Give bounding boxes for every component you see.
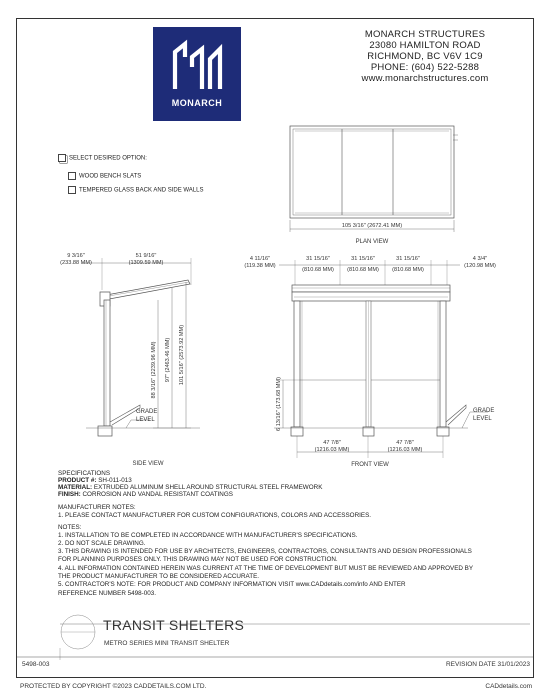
company-website-link[interactable]: www.monarchstructures.com [361, 73, 489, 84]
side-dim-mid-top: 51 9/16" [135, 253, 157, 259]
front-bottom-dim-1-top: 47 7/8" [323, 440, 341, 446]
note-line: 3. THIS DRAWING IS INTENDED FOR USE BY ARCHITECTS, ENGINEERS, CONTRACTORS, CONSULTANTS AND DESIGN PROFESSIONALS [58, 548, 472, 555]
company-phone: PHONE: (604) 522-5288 [370, 62, 480, 73]
note-line-reference: REFERENCE NUMBER 5498-003. [58, 590, 156, 597]
note-line-contractor: 5. CONTRACTOR'S NOTE: FOR PRODUCT AND COMPANY INFORMATION VISIT www.CADdetails.com/info AND ENTER [58, 581, 406, 588]
note-line: FOR PLANNING PURPOSES ONLY. THIS DRAWING MAY NOT BE USED FOR CONSTRUCTION. [58, 556, 338, 563]
document-number: 5498-003 [22, 661, 50, 668]
front-dim-5-bottom: (120.98 MM) [464, 263, 496, 269]
revision-date: REVISION DATE 31/01/2023 [445, 661, 530, 668]
spec-finish [58, 491, 233, 498]
front-grade-label: GRADE [473, 408, 495, 414]
front-bottom-dim-2-bottom: (1216.03 MM) [387, 447, 423, 453]
options-header-label: SELECT DESIRED OPTION: [69, 155, 147, 162]
specs-header: SPECIFICATIONS [58, 470, 111, 477]
front-bottom-dim-1-bottom: (1216.03 MM) [314, 447, 350, 453]
spec-finish-label: FINISH: [58, 491, 81, 498]
side-dim-mid-bottom: (1309.59 MM) [128, 260, 164, 266]
company-address-line2: RICHMOND, BC V6V 1C9 [367, 51, 483, 62]
front-dim-3-top: 31 15/16" [351, 256, 375, 262]
front-dim-5-top: 4 3/4" [472, 256, 488, 262]
front-dim-3-bottom: (810.68 MM) [347, 267, 379, 273]
side-level-label: LEVEL [136, 417, 155, 423]
company-name: MONARCH STRUCTURES [364, 29, 486, 40]
front-dim-2-bottom: (810.68 MM) [302, 267, 334, 273]
side-height-3: 101 5/16" (2573.92 MM) [179, 324, 185, 386]
side-height-1: 88 3/16" (2239.96 MM) [151, 341, 157, 399]
spec-product-value: SH-011-013 [96, 477, 132, 484]
logo-wordmark: MONARCH [171, 98, 223, 108]
mfr-note-1: 1. PLEASE CONTACT MANUFACTURER FOR CUSTOM CONFIGURATIONS, COLORS AND ACCESSORIES. [58, 512, 372, 519]
front-view-label: FRONT VIEW [351, 462, 389, 468]
plan-view-drawing [290, 126, 458, 232]
front-dim-2-top: 31 15/16" [306, 256, 330, 262]
spec-finish-value: CORROSION AND VANDAL RESISTANT COATINGS [80, 491, 233, 498]
option-glass-walls-label: TEMPERED GLASS BACK AND SIDE WALLS [79, 187, 204, 194]
mfr-notes-header: MANUFACTURER NOTES: [58, 504, 136, 511]
caddetails-link[interactable]: CADdetails.com [485, 683, 532, 690]
front-dim-1-bottom: (119.38 MM) [244, 263, 276, 269]
drawing-subtitle: METRO SERIES MINI TRANSIT SHELTER [104, 640, 230, 647]
side-grade-label: GRADE [136, 409, 158, 415]
spec-material-label: MATERIAL: [58, 484, 93, 491]
note-line: THE PRODUCT MANUFACTURER TO BE CONSIDERED ACCURATE. [58, 573, 260, 580]
spec-material-value: EXTRUDED ALUMINUM SHELL AROUND STRUCTURAL STEEL FRAMEWORK [92, 484, 323, 491]
note-line: 1. INSTALLATION TO BE COMPLETED IN ACCORDANCE WITH MANUFACTURER'S SPECIFICATIONS. [58, 532, 358, 539]
company-address-line1: 23080 HAMILTON ROAD [369, 40, 481, 51]
copyright-notice: PROTECTED BY COPYRIGHT ©2023 CADDETAILS.COM LTD. [20, 683, 207, 690]
front-view-drawing [274, 260, 488, 458]
notes-header: NOTES: [58, 524, 82, 531]
front-height-dim: 6 13/16" (173.68 MM) [276, 377, 282, 431]
side-dim-left-top: 9 3/16" [67, 253, 85, 259]
note-line: 4. ALL INFORMATION CONTAINED HEREIN WAS CURRENT AT THE TIME OF DEVELOPMENT BUT MUST BE REVIEWED AND APPROVED BY [58, 565, 474, 572]
front-dim-1-top: 4 11/16" [249, 256, 271, 262]
front-dim-4-top: 31 15/16" [396, 256, 420, 262]
option-wood-bench-label: WOOD BENCH SLATS [79, 173, 142, 180]
front-level-label: LEVEL [473, 416, 492, 422]
front-bottom-dim-2-top: 47 7/8" [396, 440, 414, 446]
side-view-label: SIDE VIEW [132, 461, 164, 467]
side-dim-left-bottom: (233.88 MM) [60, 260, 92, 266]
note-line: 2. DO NOT SCALE DRAWING. [58, 540, 146, 547]
spec-product-label: PRODUCT #: [58, 477, 97, 484]
drawing-title: TRANSIT SHELTERS [103, 617, 245, 633]
side-height-2: 97" (2463.46 MM) [165, 337, 171, 383]
plan-view-width-dim: 105 3/16" (2672.41 MM) [341, 223, 403, 229]
plan-view-label: PLAN VIEW [355, 239, 389, 245]
front-dim-4-bottom: (810.68 MM) [392, 267, 424, 273]
